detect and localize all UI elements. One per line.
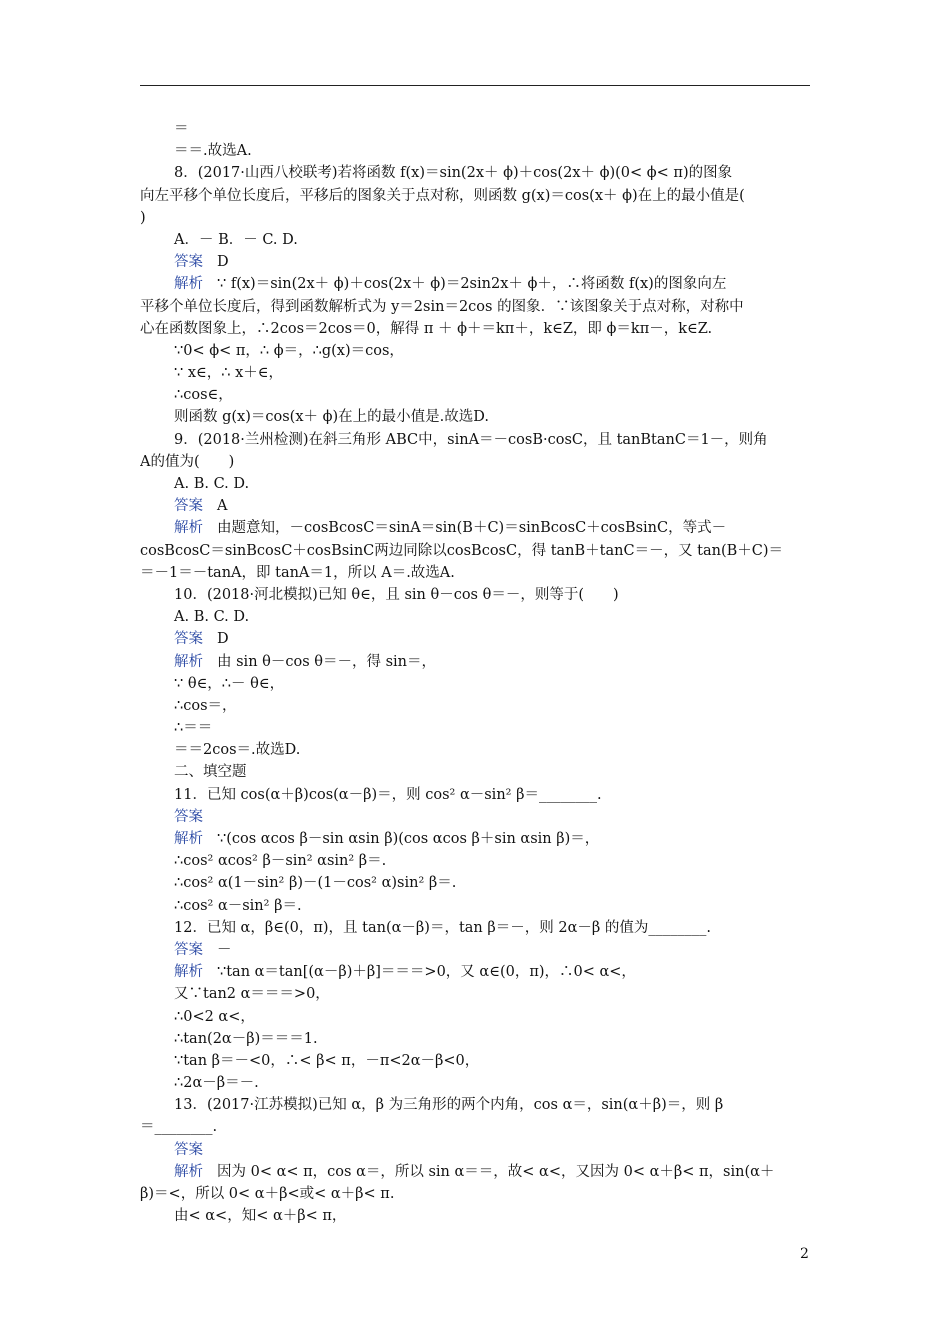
text-line [140, 562, 810, 584]
text-line [140, 628, 810, 650]
text-line [140, 828, 810, 850]
text-line [140, 273, 810, 295]
line-text: A. B. C. D. [174, 609, 250, 626]
line-text: 由< α<，知< α＋β< π， [174, 1208, 347, 1225]
text-line [140, 362, 810, 384]
line-text: β)＝<，所以 0< α＋β<或< α＋β< π. [140, 1186, 395, 1202]
line-text: 因为 0< α< π，cos α＝，所以 sin α＝＝，故< α<，又因为 0< α＋β< π，sin(α＋ [217, 1163, 775, 1180]
line-text: 9．(2018·兰州检测)在斜三角形 ABC中，sinA＝－cosB·cosC，且 tanBtanC＝1－，则角 [174, 431, 768, 448]
line-text: A．－ B．－ C. D. [174, 231, 298, 248]
text-line [140, 118, 810, 140]
text-line [140, 162, 810, 184]
text-line [140, 1072, 810, 1094]
answer-label: 解析 [174, 520, 203, 537]
text-line [140, 1139, 810, 1161]
line-text: ＝＝.故选A. [174, 143, 252, 160]
answer-label: 答案 [174, 1141, 203, 1158]
text-line [140, 651, 810, 673]
answer-label: 解析 [174, 276, 203, 293]
text-line [140, 917, 810, 939]
line-text: ∵tan α＝tan[(α－β)＋β]＝＝＝>0，又 α∈(0，π)，∴0< α<， [217, 964, 636, 981]
text-line [140, 584, 810, 606]
line-text: ∵ θ∈，∴－ θ∈， [174, 675, 285, 692]
line-text: 二、填空题 [174, 764, 247, 781]
text-line [140, 473, 810, 495]
line-text: ＝________. [140, 1119, 218, 1136]
line-text: 由题意知，－cosBcosC＝sinA＝sin(B＋C)＝sinBcosC＋cosBsinC，等式－ [217, 520, 727, 537]
line-text: D [217, 631, 229, 648]
text-line [140, 185, 810, 207]
line-text: ∴cos² α(1－sin² β)－(1－cos² α)sin² β＝. [174, 875, 457, 892]
text-line [140, 251, 810, 273]
line-text: － [217, 941, 232, 958]
text-line [140, 296, 810, 318]
line-text: ∵0< ϕ< π，∴ ϕ＝，∴g(x)＝cos， [174, 342, 404, 359]
line-text: A. B. C. D. [174, 476, 250, 492]
text-line [140, 850, 810, 872]
line-text: ∵tan β＝－<0，∴< β< π，－π<2α－β<0， [174, 1052, 480, 1069]
line-text: ∴＝＝ [174, 720, 213, 737]
line-text: 向左平移个单位长度后，平移后的图象关于点对称，则函数 g(x)＝cos(x＋ ϕ)在上的最小值是( [140, 187, 745, 204]
page-content [140, 118, 810, 1227]
line-text: A的值为( ) [140, 453, 235, 470]
answer-label: 解析 [174, 831, 203, 847]
text-line [140, 1116, 810, 1138]
text-line [140, 1028, 810, 1050]
text-line [140, 1094, 810, 1116]
text-line [140, 717, 810, 739]
text-line [140, 540, 810, 562]
line-text: 12．已知 α，β∈(0，π)，且 tan(α－β)＝，tan β＝－，则 2α－β 的值为________. [174, 919, 711, 936]
page-number: 2 [800, 1246, 809, 1262]
text-line [140, 1006, 810, 1028]
line-text: ∵ f(x)＝sin(2x＋ ϕ)＋cos(2x＋ ϕ)＝2sin2x＋ ϕ＋，∴将函数 f(x)的图象向左 [217, 276, 727, 293]
answer-label: 解析 [174, 1163, 203, 1180]
line-text: ∴2α－β＝－. [174, 1075, 259, 1092]
line-text: 13．(2017·江苏模拟)已知 α，β 为三角形的两个内角，cos α＝，sin(α＋β)＝，则 β [174, 1097, 724, 1114]
line-text: 则函数 g(x)＝cos(x＋ ϕ)在上的最小值是.故选D. [174, 409, 489, 426]
text-line [140, 939, 810, 961]
text-line [140, 1050, 810, 1072]
text-line [140, 739, 810, 761]
line-text: cosBcosC＝sinBcosC＋cosBsinC两边同除以cosBcosC，得 tanB＋tanC＝－，又 tan(B＋C)＝ [140, 542, 784, 559]
answer-label: 答案 [174, 631, 203, 648]
answer-label: 答案 [174, 941, 203, 958]
text-line [140, 761, 810, 783]
text-line [140, 451, 810, 473]
answer-label: 答案 [174, 498, 203, 515]
text-line [140, 207, 810, 229]
line-text: 平移个单位长度后，得到函数解析式为 y＝2sin＝2cos 的图象．∵该图象关于点对称，对称中 [140, 298, 744, 315]
text-line [140, 1205, 810, 1227]
line-text: 10．(2018·河北模拟)已知 θ∈，且 sin θ－cos θ＝－，则等于( ) [174, 586, 619, 603]
line-text: A [217, 498, 228, 515]
text-line [140, 429, 810, 451]
text-line [140, 406, 810, 428]
line-text: ∴cos＝， [174, 697, 237, 714]
text-line [140, 1161, 810, 1183]
text-line [140, 229, 810, 251]
answer-label: 答案 [174, 254, 203, 271]
answer-label: 解析 [174, 653, 203, 670]
header-rule [140, 85, 810, 86]
text-line [140, 961, 810, 983]
text-line [140, 872, 810, 894]
answer-label: 解析 [174, 964, 203, 981]
text-line [140, 806, 810, 828]
text-line [140, 340, 810, 362]
line-text: 心在函数图象上，∴2cos＝2cos＝0，解得 π ＋ ϕ＋＝kπ＋，k∈Z，即 ϕ＝kπ－，k∈Z. [140, 320, 713, 337]
line-text: 8．(2017·山西八校联考)若将函数 f(x)＝sin(2x＋ ϕ)＋cos(2x＋ ϕ)(0< ϕ< π)的图象 [174, 165, 733, 182]
line-text: 11．已知 cos(α＋β)cos(α－β)＝，则 cos² α－sin² β＝________. [174, 786, 602, 803]
line-text: D [217, 254, 229, 271]
line-text: ∵ x∈，∴ x＋∈， [174, 365, 283, 382]
text-line [140, 140, 810, 162]
text-line [140, 318, 810, 340]
text-line [140, 1183, 810, 1205]
line-text: ∴tan(2α－β)＝＝＝1. [174, 1030, 318, 1047]
line-text: ∵(cos αcos β－sin αsin β)(cos αcos β＋sin αsin β)＝， [217, 831, 600, 847]
line-text: ∴cos² αcos² β－sin² αsin² β＝. [174, 853, 387, 870]
answer-label: 答案 [174, 808, 203, 825]
text-line [140, 606, 810, 628]
line-text: 由 sin θ－cos θ＝－，得 sin＝， [217, 653, 437, 670]
text-line [140, 983, 810, 1005]
text-line [140, 695, 810, 717]
text-line [140, 673, 810, 695]
text-line [140, 495, 810, 517]
line-text: ∴0<2 α<， [174, 1008, 255, 1025]
line-text: ∴cos² α－sin² β＝. [174, 897, 302, 914]
line-text: ∴cos∈， [174, 387, 233, 404]
line-text: 又∵tan2 α＝＝＝>0， [174, 986, 330, 1003]
line-text: ＝ [174, 121, 189, 137]
line-text: ＝－1＝－tanA，即 tanA＝1，所以 A＝.故选A. [140, 564, 455, 581]
text-line [140, 895, 810, 917]
line-text: ) [140, 209, 146, 226]
text-line [140, 384, 810, 406]
line-text: ＝＝2cos＝.故选D. [174, 742, 301, 759]
text-line [140, 517, 810, 539]
text-line [140, 784, 810, 806]
